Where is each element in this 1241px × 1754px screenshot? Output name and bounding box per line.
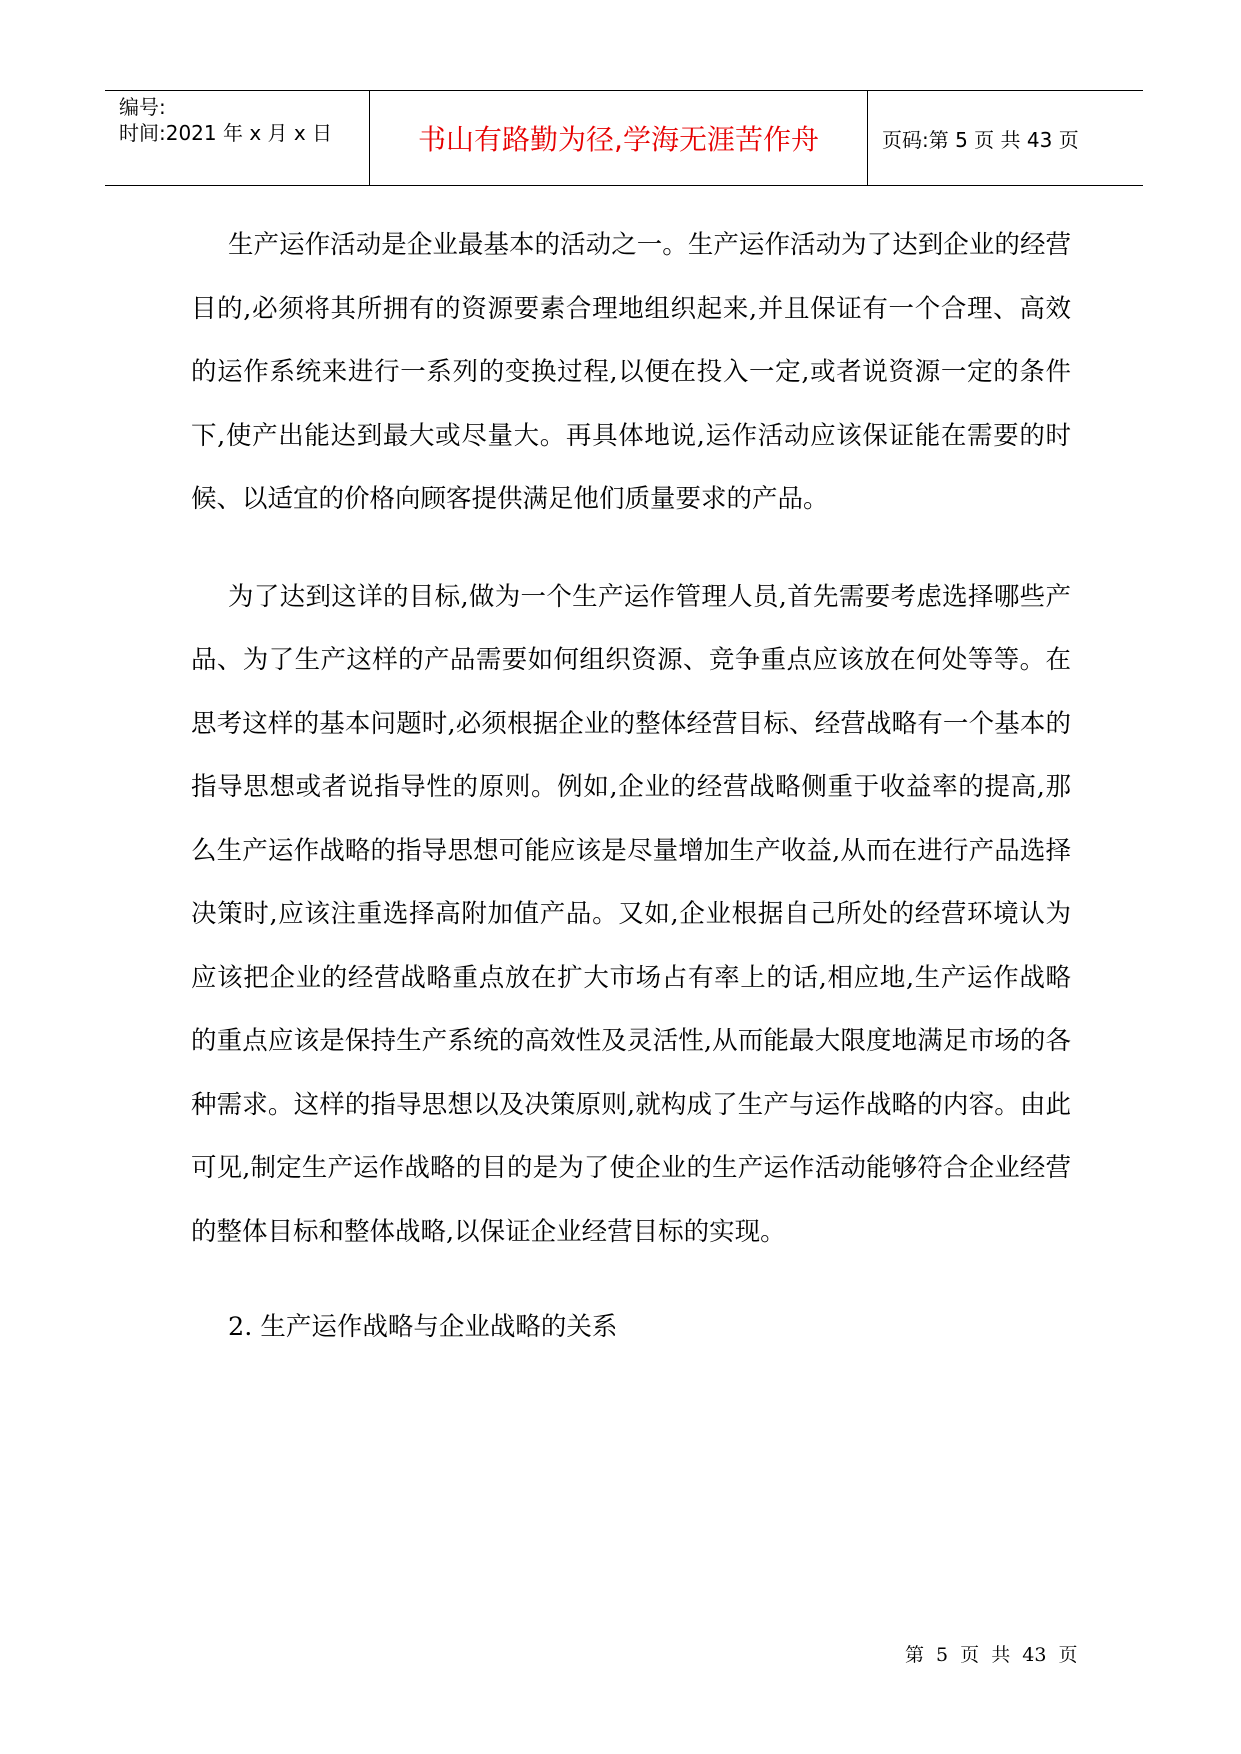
header-left-cell bbox=[105, 91, 369, 185]
body-paragraph-1: 生产运作活动是企业最基本的活动之一。生产运作活动为了达到企业的经营目的,必须将其所拥有的资源要素合理地组织起来,并且保证有一个合理、高效的运作系统来进行一系列的变换过程,以便在投入一定,或者说资源一定的条件下,使产出能达到最大或尽量大。再具体地说,运作活动应该保证能在需要的时候、以适宜的价格向顾客提供满足他们质量要求的产品。 bbox=[191, 230, 1071, 514]
body-paragraph-2: 为了达到这详的目标,做为一个生产运作管理人员,首先需要考虑选择哪些产品、为了生产这样的产品需要如何组织资源、竞争重点应该放在何处等等。在思考这样的基本问题时,必须根据企业的整体经营目标、经营战略有一个基本的指导思想或者说指导性的原则。例如,企业的经营战略侧重于收益率的提高,那么生产运作战略的指导思想可能应该是尽量增加生产收益,从而在进行产品选择决策时,应该注重选择高附加值产品。又如,企业根据自己所处的经营环境认为应该把企业的经营战略重点放在扩大市场占有率上的话,相应地,生产运作战略的重点应该是保持生产系统的高效性及灵活性,从而能最大限度地满足市场的各种需求。这样的指导思想以及决策原则,就构成了生产与运作战略的内容。由此可见,制定生产运作战略的目的是为了使企业的生产运作活动能够符合企业经营的整体目标和整体战略,以保证企业经营目标的实现。 bbox=[191, 581, 1071, 1247]
header-middle-cell bbox=[369, 91, 868, 185]
document-number-label: 编号: bbox=[119, 95, 166, 119]
header-page-info: 页码:第 5 页 共 43 页 bbox=[882, 128, 1079, 152]
header-right-cell bbox=[868, 91, 1143, 185]
page-footer: 第 5 页 共 43 页 bbox=[905, 1644, 1078, 1666]
document-time-label: 时间:2021 年 x 月 x 日 bbox=[119, 121, 333, 145]
document-body bbox=[191, 214, 1071, 1360]
document-header bbox=[105, 90, 1143, 186]
section-heading: 2. 生产运作战略与企业战略的关系 bbox=[228, 1312, 618, 1342]
header-motto: 书山有路勤为径,学海无涯苦作舟 bbox=[418, 123, 819, 156]
